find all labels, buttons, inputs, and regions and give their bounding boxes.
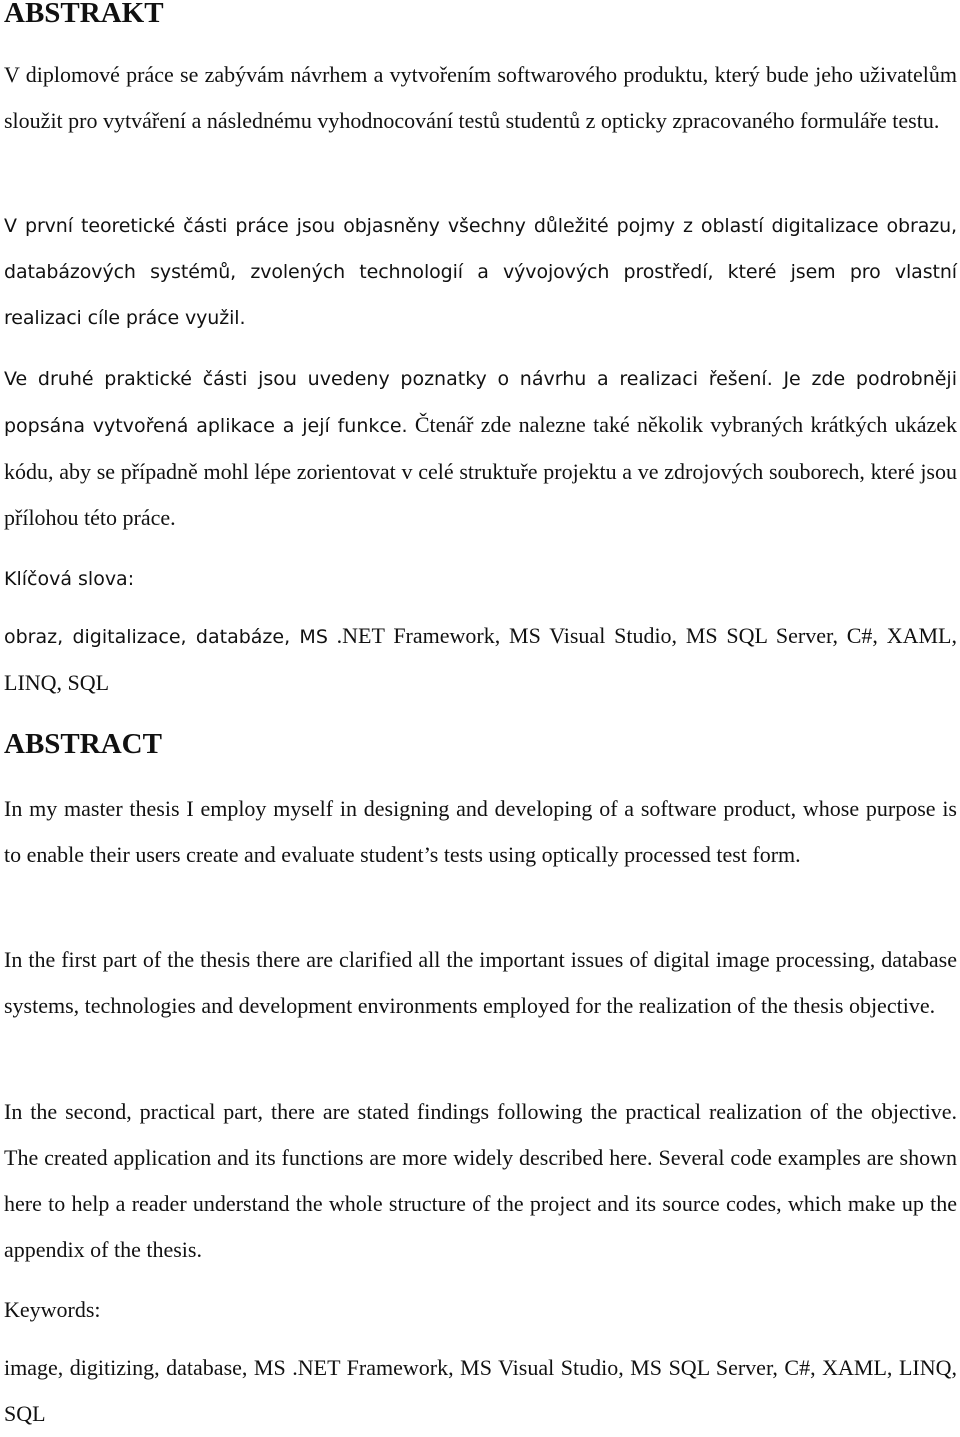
abstrakt-paragraph-2: V první teoretické části práce jsou objasněny všechny důležité pojmy z oblastí digitalizace obrazu, databázových systémů, zvolených technologií a vývojových prostředí, které jsem pro vlastní realizaci cíle práce využil. [4, 215, 957, 329]
klicova-slova-label: Klíčová slova: [4, 568, 135, 590]
abstract-heading: ABSTRACT [4, 728, 162, 760]
keywords-list: image, digitizing, database, MS .NET Framework, MS Visual Studio, MS SQL Server, C#, XAML, LINQ, SQL [4, 1355, 957, 1426]
abstrakt-heading: ABSTRAKT [4, 0, 164, 29]
abstrakt-paragraph-3 [4, 355, 957, 541]
abstrakt-paragraph-1: V diplomové práce se zabývám návrhem a vytvořením softwarového produktu, který bude jeho uživatelům sloužit pro vytváření a následnému vyhodnocování testů studentů z opticky zpracovaného formuláře testu. [4, 62, 957, 133]
klicova-slova-part-b: .NET Framework, MS Visual Studio, MS SQL Server, C#, XAML, LINQ, SQL [4, 623, 957, 695]
abstract-paragraph-1: In my master thesis I employ myself in designing and developing of a software product, whose purpose is to enable their users create and evaluate student’s tests using optically processed test form. [4, 796, 957, 867]
klicova-slova-list [4, 613, 957, 706]
abstrakt-paragraph-3-part-a: Ve druhé praktické části jsou uvedeny poznatky o návrhu a realizaci řešení. Je zde podrobněji popsána vytvořená aplikace a její funkce. [4, 368, 957, 437]
abstract-paragraph-2: In the first part of the thesis there are clarified all the important issues of digital image processing, database systems, technologies and development environments employed for the realization of the thesis objective. [4, 947, 957, 1018]
keywords-label: Keywords: [4, 1297, 101, 1322]
abstrakt-paragraph-3-part-b: Čtenář zde nalezne také několik vybraných krátkých ukázek kódu, aby se případně mohl lépe zorientovat v celé struktuře projektu a ve zdrojových souborech, které jsou přílohou této práce. [4, 412, 958, 530]
abstract-paragraph-3: In the second, practical part, there are stated findings following the practical realization of the objective. The created application and its functions are more widely described here. Several code examples are shown here to help a reader understand the whole structure of the project and its source codes, which make up the appendix of the thesis. [4, 1099, 957, 1262]
klicova-slova-part-a: obraz, digitalizace, databáze, MS [4, 626, 328, 648]
